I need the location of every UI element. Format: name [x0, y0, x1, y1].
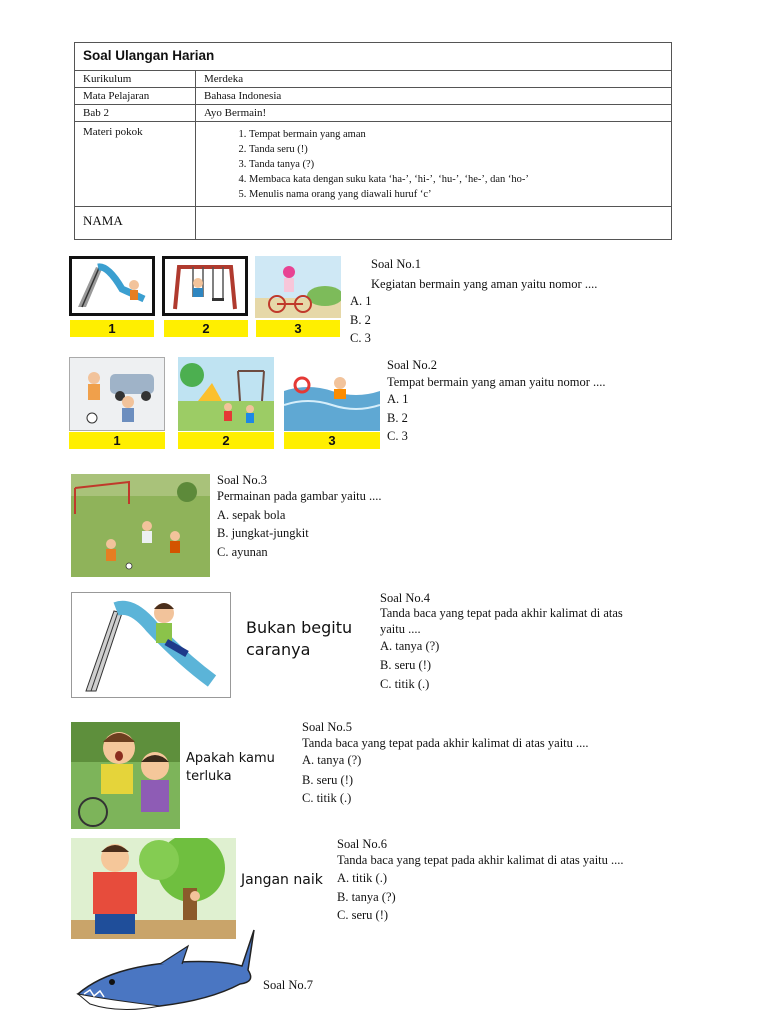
question-3-text: Permainan pada gambar yaitu ....	[217, 489, 382, 503]
question-2-number: Soal No.2	[387, 358, 437, 372]
option-c[interactable]: C. 3	[350, 331, 371, 345]
boy-on-slide-picture	[71, 592, 231, 698]
question-7-number: Soal No.7	[263, 978, 313, 992]
materi-item: 1. Tempat bermain yang aman	[249, 127, 663, 142]
question-6-number: Soal No.6	[337, 837, 387, 851]
option-b[interactable]: B. jungkat-jungkit	[217, 526, 309, 540]
nama-field[interactable]	[196, 207, 672, 240]
question-1-number: Soal No.1	[371, 257, 421, 271]
label-kurikulum: Kurikulum	[75, 71, 196, 88]
option-c[interactable]: C. ayunan	[217, 545, 268, 559]
label-nama: NAMA	[75, 207, 196, 240]
materi-item: 4. Membaca kata dengan suku kata ‘ha-’, ‘hi-’, ‘hu-’, ‘he-’, dan ‘ho-’	[249, 172, 663, 187]
option-a[interactable]: A. titik (.)	[337, 871, 387, 885]
speech-caption: Jangan naik	[241, 872, 323, 888]
materi-item: 2. Tanda seru (!)	[249, 142, 663, 157]
page-title: Soal Ulangan Harian	[75, 43, 672, 71]
question-2-text: Tempat bermain yang aman yaitu nomor ....	[387, 375, 606, 389]
speech-caption-line-2: caranya	[246, 640, 311, 659]
value-bab: Ayo Bermain!	[196, 105, 672, 122]
speech-caption-line-2: terluka	[186, 769, 232, 784]
speech-caption-line-1: Bukan begitu	[246, 618, 353, 637]
info-table	[74, 42, 672, 240]
question-4-text-line-2: yaitu ....	[380, 622, 421, 636]
option-b[interactable]: B. seru (!)	[380, 658, 432, 672]
swing-picture	[162, 256, 248, 316]
question-5-number: Soal No.5	[302, 720, 352, 734]
option-c[interactable]: C. titik (.)	[380, 677, 430, 691]
slide-picture	[69, 256, 155, 316]
speech-caption-line-1: Apakah kamu	[186, 751, 275, 766]
question-3-number: Soal No.3	[217, 473, 267, 487]
option-b[interactable]: B. tanya (?)	[337, 890, 396, 904]
question-4-number: Soal No.4	[380, 591, 430, 605]
question-5-text: Tanda baca yang tepat pada akhir kalimat di atas yaitu ....	[302, 736, 589, 750]
question-6-text: Tanda baca yang tepat pada akhir kalimat di atas yaitu ....	[337, 853, 624, 867]
value-kurikulum: Merdeka	[196, 71, 672, 88]
option-a[interactable]: A. sepak bola	[217, 508, 286, 522]
materi-list	[204, 127, 663, 202]
question-1-text: Kegiatan bermain yang aman yaitu nomor ....	[371, 277, 598, 291]
football-picture	[71, 474, 210, 577]
shark-picture	[70, 926, 260, 1016]
materi-item: 3. Tanda tanya (?)	[249, 157, 663, 172]
option-b[interactable]: B. 2	[387, 411, 408, 425]
label-materi-pokok: Materi pokok	[75, 122, 196, 207]
option-c[interactable]: C. titik (.)	[302, 791, 352, 805]
value-mata-pelajaran: Bahasa Indonesia	[196, 88, 672, 105]
option-b[interactable]: B. seru (!)	[302, 773, 354, 787]
question-4-text-line-1: Tanda baca yang tepat pada akhir kalimat di atas	[380, 606, 623, 620]
option-a[interactable]: A. tanya (?)	[302, 753, 362, 767]
picture-label-3: 3	[256, 320, 340, 337]
picture-label-2: 2	[178, 432, 274, 449]
playground-picture	[178, 357, 274, 431]
climbing-tree-picture	[71, 838, 236, 939]
option-a[interactable]: A. 1	[350, 294, 372, 308]
picture-label-1: 1	[69, 432, 165, 449]
street-picture	[69, 357, 165, 431]
option-c[interactable]: C. 3	[387, 429, 408, 443]
picture-label-1: 1	[70, 320, 154, 337]
label-mata-pelajaran: Mata Pelajaran	[75, 88, 196, 105]
injured-boy-picture	[71, 722, 180, 829]
river-picture	[284, 357, 380, 431]
picture-label-3: 3	[284, 432, 380, 449]
option-c[interactable]: C. seru (!)	[337, 908, 389, 922]
option-a[interactable]: A. tanya (?)	[380, 639, 440, 653]
materi-item: 5. Menulis nama orang yang diawali huruf ‘c’	[249, 187, 663, 202]
option-b[interactable]: B. 2	[350, 313, 371, 327]
option-a[interactable]: A. 1	[387, 392, 409, 406]
picture-label-2: 2	[164, 320, 248, 337]
label-bab: Bab 2	[75, 105, 196, 122]
bicycle-picture	[255, 256, 341, 318]
